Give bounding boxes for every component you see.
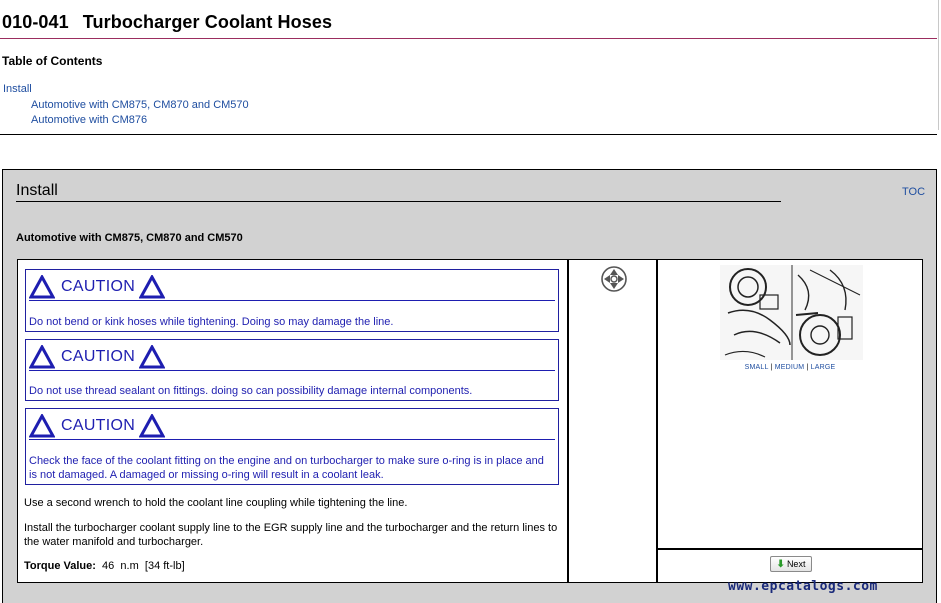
warning-triangle-icon bbox=[29, 414, 55, 438]
watermark: www.epcatalogs.com bbox=[728, 579, 878, 594]
torque-value bbox=[24, 559, 560, 573]
image-size-links bbox=[710, 364, 870, 371]
torque-unit: n.m bbox=[120, 560, 139, 572]
turbocharger-illustration[interactable] bbox=[720, 265, 863, 360]
page-edge bbox=[938, 0, 939, 130]
toc-link-install[interactable]: Install bbox=[3, 83, 32, 95]
row-divider bbox=[657, 548, 923, 550]
torque-number: 46 bbox=[102, 560, 115, 572]
toc-divider bbox=[0, 134, 937, 135]
caution-label: CAUTION bbox=[61, 278, 136, 295]
procedure-title: Turbocharger Coolant Hoses bbox=[82, 12, 333, 32]
page-title bbox=[2, 12, 332, 33]
column-divider bbox=[656, 260, 658, 582]
caution-divider bbox=[29, 370, 555, 371]
caution-divider bbox=[29, 439, 555, 440]
toc-heading: Table of Contents bbox=[2, 54, 103, 68]
caution-box-1 bbox=[25, 269, 559, 332]
caution-header bbox=[29, 344, 165, 370]
arrow-down-icon: ⬇ bbox=[776, 558, 785, 570]
column-divider bbox=[567, 260, 569, 582]
warning-triangle-icon bbox=[139, 275, 165, 299]
step-text-2: Install the turbocharger coolant supply line to the EGR supply line and the turbocharger and the return lines to the water manifold and turbocharger. bbox=[24, 522, 558, 548]
caution-text: Do not use thread sealant on fittings. doing so can possibility damage internal components. bbox=[29, 385, 473, 397]
next-button[interactable] bbox=[770, 556, 812, 572]
warning-triangle-icon bbox=[29, 275, 55, 299]
procedure-code: 010-041 bbox=[2, 12, 69, 32]
caution-text: Check the face of the coolant fitting on the engine and on turbocharger to make sure o-ring is in place and is not damaged. A damaged or missing o-ring will result in a coolant leak. bbox=[29, 455, 544, 481]
section-heading: Automotive with CM875, CM870 and CM570 bbox=[16, 232, 243, 244]
torque-alt: [34 ft-lb] bbox=[144, 560, 185, 572]
warning-triangle-icon bbox=[139, 345, 165, 369]
install-divider bbox=[16, 201, 781, 202]
caution-box-2 bbox=[25, 339, 559, 401]
caution-label: CAUTION bbox=[61, 348, 136, 365]
install-panel bbox=[2, 169, 937, 603]
image-large-link[interactable]: LARGE bbox=[810, 364, 836, 371]
step-text-1: Use a second wrench to hold the coolant line coupling while tightening the line. bbox=[24, 497, 408, 509]
caution-box-3 bbox=[25, 408, 559, 485]
image-small-link[interactable]: SMALL bbox=[744, 364, 769, 371]
toc-back-link[interactable]: TOC bbox=[902, 186, 926, 198]
warning-triangle-icon bbox=[29, 345, 55, 369]
toc-link-cm875[interactable]: Automotive with CM875, CM870 and CM570 bbox=[31, 99, 249, 111]
title-divider bbox=[0, 38, 937, 39]
procedure-table bbox=[17, 259, 923, 583]
size-separator: | bbox=[770, 364, 773, 371]
install-heading: Install bbox=[16, 182, 58, 199]
size-separator: | bbox=[806, 364, 809, 371]
caution-header bbox=[29, 274, 165, 300]
caution-text: Do not bend or kink hoses while tightening. Doing so may damage the line. bbox=[29, 316, 394, 328]
image-medium-link[interactable]: MEDIUM bbox=[774, 364, 805, 371]
caution-header bbox=[29, 413, 165, 439]
toc-link-cm876[interactable]: Automotive with CM876 bbox=[31, 114, 148, 126]
multimedia-wheel-icon[interactable] bbox=[600, 265, 628, 293]
caution-label: CAUTION bbox=[61, 417, 136, 434]
warning-triangle-icon bbox=[139, 414, 165, 438]
caution-divider bbox=[29, 300, 555, 301]
next-label: Next bbox=[786, 559, 806, 569]
torque-label: Torque Value: bbox=[24, 560, 96, 572]
